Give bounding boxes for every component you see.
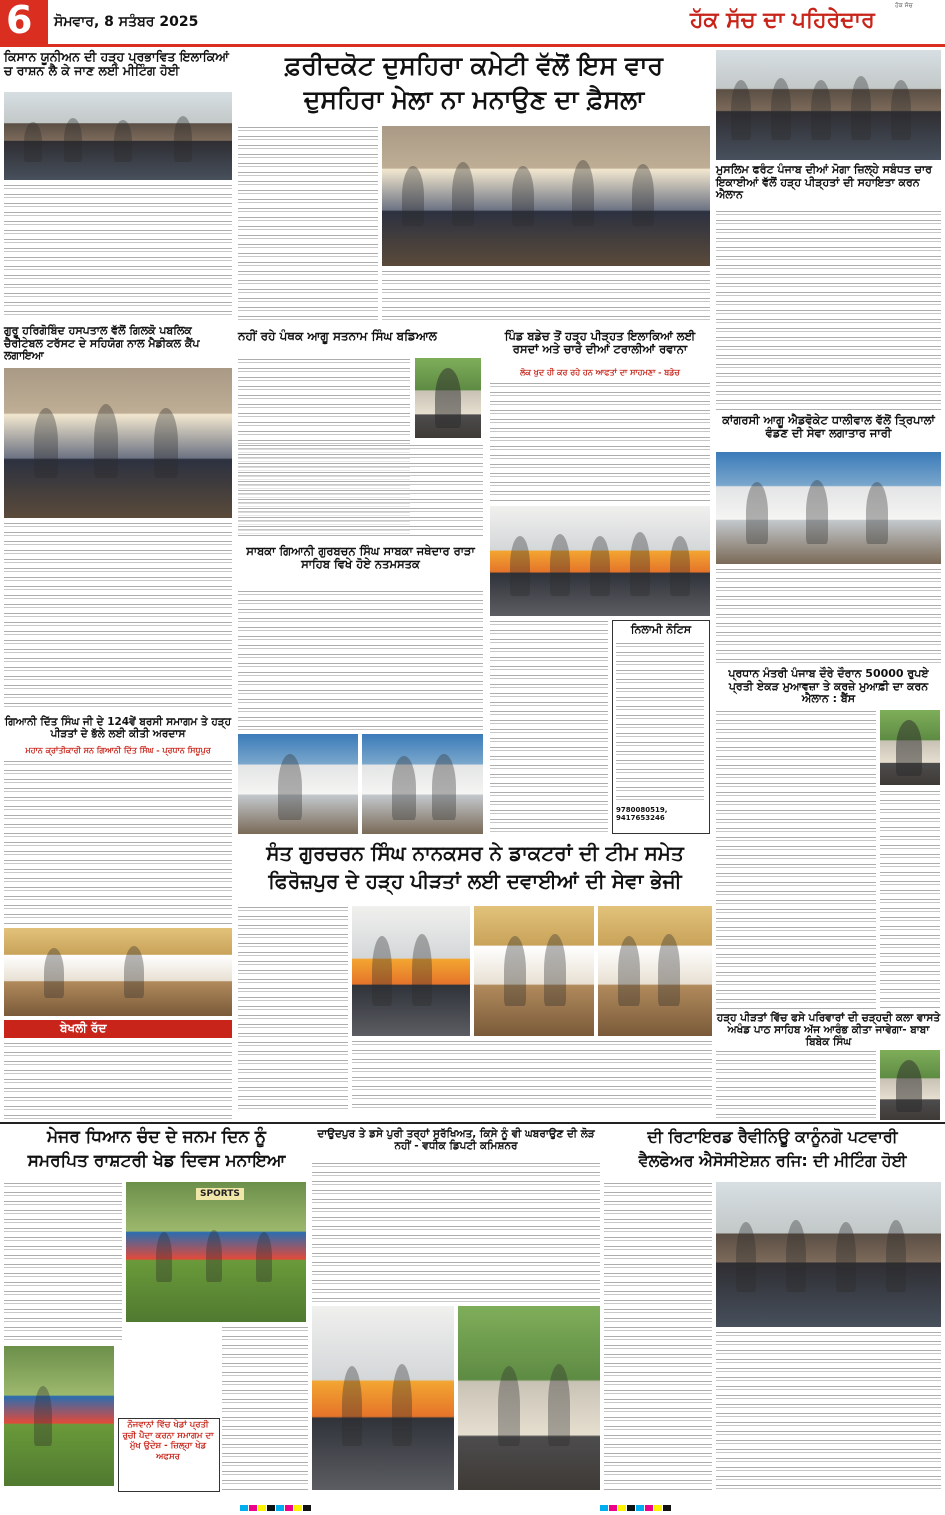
article-body bbox=[4, 760, 232, 925]
article-photo bbox=[4, 92, 232, 180]
article-body bbox=[238, 590, 483, 730]
article-body bbox=[604, 1182, 712, 1490]
author-portrait bbox=[880, 1050, 940, 1120]
article-body bbox=[312, 1162, 600, 1302]
article-body bbox=[716, 568, 941, 664]
author-portrait bbox=[880, 710, 940, 785]
article-headline: ਨਹੀਂ ਰਹੇ ਪੰਥਕ ਆਗੂ ਸਤਨਾਮ ਸਿੰਘ ਬਡਿਆਲ bbox=[238, 329, 437, 343]
article-headline: ਫਿਰੋਜ਼ਪੁਰ ਦੇ ਹੜ੍ਹ ਪੀੜਤਾਂ ਲਈ ਦਵਾਈਆਂ ਦੀ ਸੇਵਾ ਭੇਜੀ bbox=[268, 869, 682, 893]
notice-body bbox=[616, 642, 704, 802]
article-body bbox=[238, 906, 348, 1111]
article-headline: ਦੁਸਹਿਰਾ ਮੇਲਾ ਨਾ ਮਨਾਉਣ ਦਾ ਫ਼ੈਸਲਾ bbox=[303, 85, 645, 114]
article-photo bbox=[238, 734, 358, 834]
article-photo bbox=[458, 1306, 600, 1490]
article-headline: ਦੀ ਰਿਟਾਇਰਡ ਰੈਵੀਨਿਊ ਕਾਨੂੰਨਗੋ ਪਟਵਾਰੀ bbox=[647, 1127, 898, 1146]
section-divider bbox=[0, 1122, 945, 1124]
section-label bbox=[4, 1020, 232, 1038]
article-subhead: ਮਹਾਨ ਕ੍ਰਾਂਤੀਕਾਰੀ ਸਨ ਗਿਆਨੀ ਦਿੱਤ ਸਿੰਘ - ਪ੍ਰਧਾਨ ਸਿਧੂਪੁਰ bbox=[25, 746, 211, 755]
article-photo bbox=[312, 1306, 454, 1490]
article-headline: ਫ਼ਰੀਦਕੋਟ ਦੁਸਹਿਰਾ ਕਮੇਟੀ ਵੱਲੋਂ ਇਸ ਵਾਰ bbox=[284, 51, 664, 80]
article-body bbox=[490, 382, 710, 502]
article-body bbox=[382, 270, 710, 324]
color-registration-marks bbox=[600, 1496, 672, 1515]
article-headline: ਗਿਆਨੀ ਦਿੱਤ ਸਿੰਘ ਜੀ ਦੇ 124ਵੇਂ ਬਰਸੀ ਸਮਾਗਮ ਤੇ ਹੜ੍ਹ ਪੀੜਤਾਂ ਦੇ ਭੱਲੇ ਲਈ ਕੀਤੀ ਅਰਦਾਸ bbox=[4, 716, 232, 741]
notice-phone: 9780080519, 9417653246 bbox=[616, 806, 668, 822]
article-headline: ਸਮਰਪਿਤ ਰਾਸ਼ਟਰੀ ਖੇਡ ਦਿਵਸ ਮਨਾਇਆ bbox=[27, 1151, 286, 1171]
article-photo bbox=[382, 126, 710, 266]
page-number: 6 bbox=[6, 0, 33, 42]
article-headline: ਵੈਲਫੇਅਰ ਐਸੋਸੀਏਸ਼ਨ ਰਜਿ: ਦੀ ਮੀਟਿੰਗ ਹੋਈ bbox=[638, 1151, 907, 1170]
article-headline: ਮੁਸਲਿਮ ਫਰੰਟ ਪੰਜਾਬ ਦੀਆਂ ਮੋਗਾ ਜ਼ਿਲ੍ਹੇ ਸਬੰਧਤ ਚਾਰ ਇਕਾਈਆਂ ਵੱਲੋਂ ਹੜ੍ਹ ਪੀੜ੍ਹਤਾਂ ਦੀ ਸਹਾਇਤਾ ਕਰਨ ਐਲਾਨ bbox=[716, 163, 933, 202]
masthead-tag: ਹੱਕ ਸੱਚ bbox=[895, 2, 913, 9]
article-headline: ਕਾਂਗਰਸੀ ਆਗੂ ਐਡਵੋਕੇਟ ਧਾਲੀਵਾਲ ਵੱਲੋਂ ਤ੍ਰਿਪਾਲਾਂ ਵੰਡਣ ਦੀ ਸੇਵਾ ਲਗਾਤਾਰ ਜਾਰੀ bbox=[722, 413, 935, 441]
article-photo bbox=[716, 452, 941, 564]
color-registration-marks bbox=[240, 1496, 312, 1515]
article-body bbox=[880, 790, 940, 1010]
article-headline: ਪ੍ਰਧਾਨ ਮੰਤਰੀ ਪੰਜਾਬ ਦੌਰੇ ਦੌਰਾਨ 50000 ਰੁਪਏ ਪ੍ਰਤੀ ਏਕੜ ਮੁਆਵਜ਼ਾ ਤੇ ਕਰਜ਼ੇ ਮੁਆਫ਼ੀ ਦਾ ਕਰਨ ਐਲਾਨ : ਬੈਂਸ bbox=[728, 667, 929, 706]
article-photo bbox=[4, 928, 232, 1016]
article-body bbox=[716, 210, 941, 410]
article-body bbox=[716, 710, 876, 1010]
article-body bbox=[490, 620, 608, 834]
article-body bbox=[4, 1182, 122, 1342]
article-photo bbox=[474, 906, 594, 1036]
article-headline: ਕਿਸਾਨ ਯੂਨੀਅਨ ਦੀ ਹੜ੍ਹ ਪ੍ਰਭਾਵਿਤ ਇਲਾਕਿਆਂ ਚ ਰਾਸ਼ਨ ਲੈ ਕੇ ਜਾਣ ਲਈ ਮੀਟਿੰਗ ਹੋਈ bbox=[4, 49, 229, 79]
article-body bbox=[352, 1040, 712, 1112]
article-headline: ਸਾਬਕਾ ਗਿਆਨੀ ਗੁਰਬਚਨ ਸਿੰਘ ਸਾਬਕਾ ਜਥੇਦਾਰ ਰਾੜਾ ਸਾਹਿਬ ਵਿਖੇ ਹੋਏ ਨਤਮਸਤਕ bbox=[246, 544, 475, 572]
article-headline: ਬੇਖਲੀ ਰੱਦ bbox=[60, 1021, 107, 1035]
masthead: ਹੱਕ ਸੱਚ ਦਾ ਪਹਿਰੇਦਾਰ bbox=[690, 8, 875, 33]
article-photo bbox=[352, 906, 470, 1036]
article-body bbox=[4, 1042, 232, 1120]
header-rule bbox=[0, 44, 945, 47]
article-body bbox=[716, 1331, 941, 1490]
article-photo bbox=[716, 50, 941, 160]
article-body bbox=[238, 444, 483, 538]
article-photo bbox=[716, 1182, 941, 1327]
article-photo bbox=[490, 506, 710, 616]
article-body bbox=[716, 1050, 876, 1120]
article-photo bbox=[4, 1346, 114, 1486]
article-subhead: ਲੋਕ ਖੁਦ ਹੀ ਕਰ ਰਹੇ ਹਨ ਆਫਤਾਂ ਦਾ ਸਾਹਮਣਾ - ਬਡੇਚ bbox=[520, 368, 680, 377]
notice-title: ਨਿਲਾਮੀ ਨੋਟਿਸ bbox=[630, 623, 692, 636]
article-headline: ਦਾਉਦਪੁਰ ਤੇ ਡਸੇ ਪੁਰੀ ਤਰ੍ਹਾਂ ਸੁਰੱਖਿਅਤ, ਕਿਸੇ ਨੂੰ ਵੀ ਘਬਰਾਉਣ ਦੀ ਲੋੜ ਨਹੀਂ - ਵਧੀਕ ਡਿਪਟੀ ਕਮਿਸ਼ਨਰ bbox=[317, 1128, 595, 1153]
article-headline: ਪਿੰਡ ਬਡੇਚ ਤੋਂ ਹੜ੍ਹ ਪੀੜ੍ਹਤ ਇਲਾਕਿਆਂ ਲਈ ਰਸਦਾਂ ਅਤੇ ਚਾਰੇ ਦੀਆਂ ਟਰਾਲੀਆਂ ਰਵਾਨਾ bbox=[504, 329, 696, 357]
article-headline: ਸੰਤ ਗੁਰਚਰਨ ਸਿੰਘ ਨਾਨਕਸਰ ਨੇ ਡਾਕਟਰਾਂ ਦੀ ਟੀਮ ਸਮੇਤ bbox=[266, 841, 684, 865]
article-body bbox=[238, 126, 378, 324]
article-photo bbox=[598, 906, 712, 1036]
sports-banner: SPORTS bbox=[196, 1188, 244, 1200]
article-body bbox=[222, 1326, 308, 1490]
issue-date: ਸੋਮਵਾਰ, 8 ਸਤੰਬਰ 2025 bbox=[54, 14, 199, 30]
article-body bbox=[4, 522, 232, 712]
article-headline: ਮੇਜਰ ਧਿਆਨ ਚੰਦ ਦੇ ਜਨਮ ਦਿਨ ਨੂੰ bbox=[47, 1127, 266, 1147]
author-portrait bbox=[415, 358, 481, 438]
article-photo bbox=[362, 734, 483, 834]
article-headline: ਗੁਰੂ ਹਰਿਗੋਬਿੰਦ ਹਸਪਤਾਲ ਵੱਲੋਂ ਗਿਲਕੋ ਪਬਲਿਕ ਚੈਰੀਟੇਬਲ ਟਰੱਸਟ ਦੇ ਸਹਿਯੋਗ ਨਾਲ ਮੈਡੀਕਲ ਕੈਂਪ ਲਗਾਇਆ bbox=[4, 324, 200, 363]
article-photo bbox=[126, 1182, 306, 1322]
pull-quote-text: ਨੌਜਵਾਨਾਂ ਵਿੱਚ ਖੇਡਾਂ ਪ੍ਰਤੀ ਰੁਚੀ ਪੈਦਾ ਕਰਨਾ ਸਮਾਗਮ ਦਾ ਮੁੱਖ ਉਦੇਸ਼ - ਜ਼ਿਲ੍ਹਾ ਖੇਡ ਅਫਸਰ bbox=[122, 1420, 214, 1462]
article-body bbox=[4, 184, 232, 319]
article-photo bbox=[4, 368, 232, 518]
article-headline: ਹੜ੍ਹ ਪੀੜਤਾਂ ਵਿੱਚ ਫਸੇ ਪਰਿਵਾਰਾਂ ਦੀ ਚੜ੍ਹਦੀ ਕਲਾ ਵਾਸਤੇ ਅਖੰਡ ਪਾਠ ਸਾਹਿਬ ਅੱਜ ਆਰੰਭ ਕੀਤਾ ਜਾਵੇਗਾ- ਬਾਬਾ ਬਿਬੇਕ ਸਿੰਘ bbox=[716, 1012, 941, 1049]
